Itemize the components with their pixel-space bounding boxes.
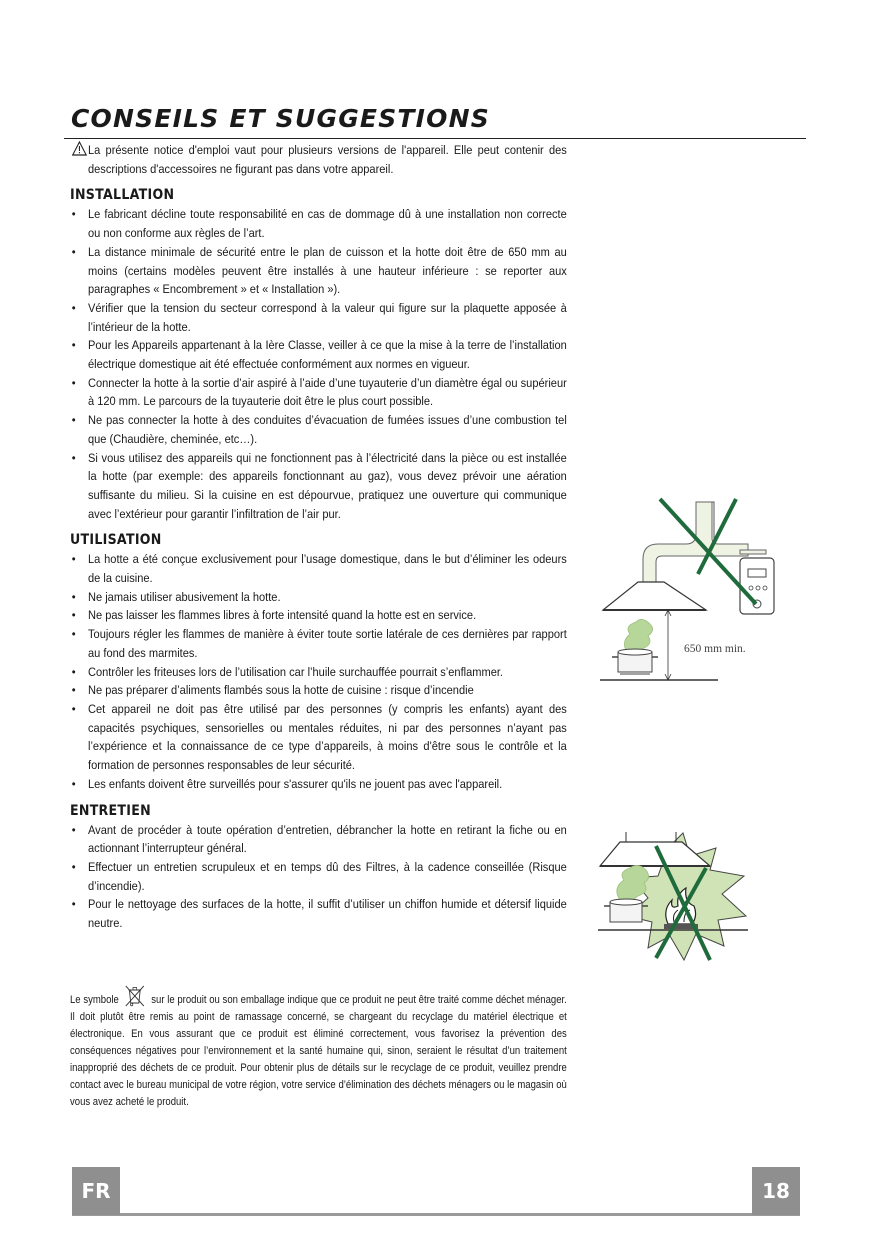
utilisation-heading: UTILISATION	[70, 532, 162, 549]
utilisation-list	[70, 550, 567, 793]
list-item: • Ne pas connecter la hotte à des conduites d’évacuation de fumées issues d’une combustion tel que (Chaudière, cheminée, etc…).	[70, 411, 567, 448]
weee-notice	[70, 985, 567, 1111]
figure-flambe-warning	[598, 828, 753, 968]
list-item: • Pour les Appareils appartenant à la Ière Classe, veiller à ce que la mise à la terre de l’installation électrique domestique ait été effectuée conformément aux normes en vigueur.	[70, 336, 567, 373]
page-title: CONSEILS ET SUGGESTIONS	[71, 104, 490, 133]
list-item: • Les enfants doivent être surveillés pour s'assurer qu'ils ne jouent pas avec l'appareil.	[70, 775, 567, 794]
figure-hood-installation	[598, 494, 778, 689]
distance-label: 650 mm min.	[684, 643, 746, 655]
weee-text-before: Le symbole	[70, 994, 119, 1006]
notice	[70, 141, 567, 178]
installation-list	[70, 205, 567, 523]
entretien-heading: ENTRETIEN	[70, 802, 151, 819]
list-item: • Contrôler les friteuses lors de l’utilisation car l’huile surchauffée pourrait s’enflammer.	[70, 663, 567, 682]
installation-heading: INSTALLATION	[70, 187, 175, 204]
entretien-list	[70, 821, 567, 933]
list-item: • Le fabricant décline toute responsabilité en cas de dommage dû à une installation non correcte ou non conforme aux règles de l’art.	[70, 205, 567, 242]
list-item: • Ne jamais utiliser abusivement la hotte.	[70, 588, 567, 607]
list-item: • Cet appareil ne doit pas être utilisé par des personnes (y compris les enfants) ayant des capacités psychiques, sensorielles ou mentales réduites, ni par des personnes n’ayant pas l’expérience et la connaissance de ce type d’appareils, à moins d'être sous le contrôle et la formation de personnes responsables de leur sécurité.	[70, 700, 567, 775]
list-item: • Avant de procéder à toute opération d’entretien, débrancher la hotte en retirant la fiche ou en actionnant l’interrupteur général.	[70, 821, 567, 858]
list-item: • Vérifier que la tension du secteur correspond à la valeur qui figure sur la plaquette apposée à l’intérieur de la hotte.	[70, 299, 567, 336]
list-item: • Pour le nettoyage des surfaces de la hotte, il suffit d’utiliser un chiffon humide et détersif liquide neutre.	[70, 895, 567, 932]
list-item: • Connecter la hotte à la sortie d’air aspiré à l’aide d’une tuyauterie d’un diamètre égal ou supérieur à 120 mm. Le parcours de la tuyauterie doit être le plus court possible.	[70, 374, 567, 411]
list-item: • Ne pas préparer d’aliments flambés sous la hotte de cuisine : risque d’incendie	[70, 681, 567, 700]
page-number: 18	[752, 1167, 800, 1215]
main-column	[70, 141, 567, 933]
title-divider	[64, 138, 806, 139]
list-item: • La distance minimale de sécurité entre le plan de cuisson et la hotte doit être de 650 mm au moins (certains modèles peuvent être installés à une hauteur inférieure : se reporter aux paragraphes « Encombrement » et « Installation »).	[70, 243, 567, 299]
warning-icon	[72, 141, 88, 178]
list-item: • Effectuer un entretien scrupuleux et en temps dû des Filtres, à la cadence conseillée (Risque d’incendie).	[70, 858, 567, 895]
weee-text-after: sur le produit ou son emballage indique que ce produit ne peut être traité comme déchet ménager. Il doit plutôt être remis au point de ramassage concerné, se chargeant du recyclage du matériel électrique et électronique. En vous assurant que ce produit est éliminé correctement, vous favorisez la prévention des conséquences négatives pour l’environnement et la santé humaine qui, sinon, seraient le résultat d’un traitement inapproprié des déchets de ce produit. Pour obtenir plus de détails sur le recyclage de ce produit, veuillez prendre contact avec le bureau municipal de votre région, votre service d’élimination des déchets ménagers ou le magasin où vous avez acheté le produit.	[70, 994, 567, 1108]
footer-rule	[72, 1213, 800, 1216]
notice-text: La présente notice d'emploi vaut pour plusieurs versions de l'appareil. Elle peut contenir des descriptions d'accessoires ne figurant pas dans votre appareil.	[88, 143, 567, 176]
crossed-bin-icon	[122, 994, 152, 1006]
list-item: • Toujours régler les flammes de manière à éviter toute sortie latérale de ces dernières par rapport au fond des marmites.	[70, 625, 567, 662]
language-tab: FR	[72, 1167, 120, 1215]
list-item: • Si vous utilisez des appareils qui ne fonctionnent pas à l’électricité dans la pièce ou est installée la hotte (par exemple: des appareils fonctionnant au gaz), vous devez prévoir une aération suffisante du milieu. Si la cuisine en est dépourvue, pratiquez une ouverture qui communique avec l’extérieur pour garantir l’infiltration de l’air pur.	[70, 449, 567, 524]
list-item: • Ne pas laisser les flammes libres à forte intensité quand la hotte est en service.	[70, 606, 567, 625]
list-item: • La hotte a été conçue exclusivement pour l’usage domestique, dans le but d’éliminer les odeurs de la cuisine.	[70, 550, 567, 587]
